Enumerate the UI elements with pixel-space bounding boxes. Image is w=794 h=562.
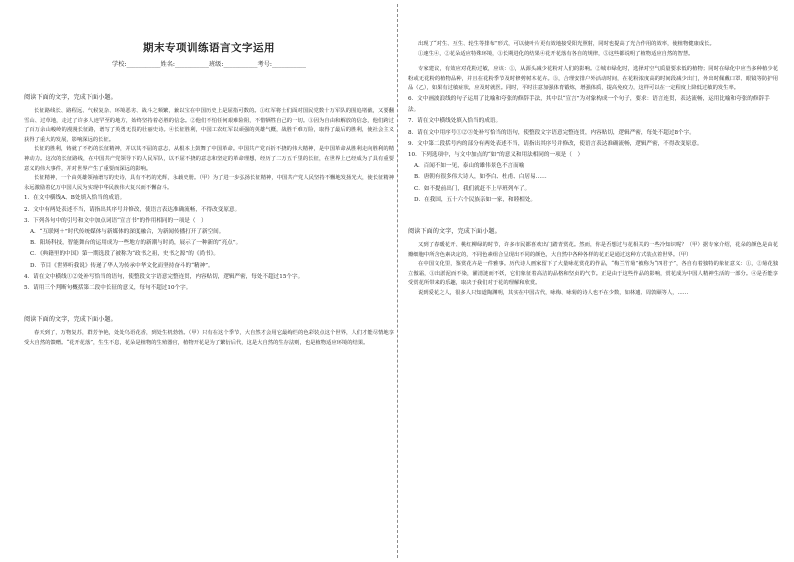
page-title: 期末专项训练语言文字运用 (143, 42, 275, 54)
section3-paragraph: 又到了春暖花开、桃红柳绿的时节，许多市民都喜欢出门踏青赏花。然而，你是否想过与花相关的一些冷知识呢？（甲）据专家介绍，花朵的颜色是由花瓣细胞中所含色素决定的，不同色素组合呈现出不同的颜色，大自然中各种各样的花正是通过这种方式装点着世界。（甲） (408, 242, 778, 258)
question-10-option-d: D．在我国，五十六个民族亲如一家，和睦相处。 (414, 196, 536, 203)
section1-paragraph: 长征精神，一个由英雄领袖谱写的史诗，具有不朽的光辉，永载史册。（甲）为了进一步弘扬长征精神，中国共产党人民坚持不懈地发扬光大，使长征精神永远激励着亿万中国人民为实现中华民族伟大复兴而不懈奋斗。 (24, 175, 394, 191)
section3-head: 阅读下面的文字，完成下面小题。 (408, 228, 501, 235)
question-10-option-c: C．如不提前出门，我们就赶不上早班列车了。 (414, 185, 531, 192)
continued-paragraph: 出现了“对生、互生、轮生等排布”形式，可以使叶片更有效地接受阳光照射，同时也提高了光合作用的效率，使植物健康成长。 (418, 41, 715, 47)
paragraph-2: 专家建议，有效应对花粉过敏，应该：①，从源头减少花粉对人们的影响。②城市绿化时，选择对空气质量要求低的植物；同时在绿化中应当多种植少花粉或无花粉的植物品种，并且在花粉季节及时修剪树木花卉。③，合理安排户外活动时间，在花粉浓度高的时间段减少出门，外出时佩戴口罩、眼镜等防护用品（乙），如果有过敏症状，应及时就医。同时，平时注意加强体育锻炼，增强体质，提高免疫力，这样可以在一定程度上降低过敏的发生率。 (408, 66, 778, 92)
section1-paragraph: 长征路线长、路程远、气候复杂、环境恶劣、战斗之频繁，兼以宝在中国历史上是屈指可数的。①红军将士们面对国民党数十万军队的围追堵截，又要翻雪山、过草地，走过了许多人迹罕至的地方，始终坚持着必胜的信念。②他们不怕任何艰难险阻，不惜牺牲自己的一切。③因为自由和解放的信念，他们跨过了百万余山峻岭的漫漫长征路，谱写了英勇无畏的壮丽史诗。④长征胜利，中国工农红军以顽强的英雄气概，战胜千难万险，取得了最后的胜利，使社会主义获得了重大的发展，影响深远的长征。 (24, 108, 394, 143)
section1-paragraph: 长征的胜利，铸就了不朽的长征精神，并以其不屈的意志，从根本上鼓舞了中国革命。中国共产党百折不挠的伟大精神，是中国革命从胜利走向胜利的精神动力。这次的长征路线，在中国共产党领导下的人民军队，以不屈不挠的意志和坚定的革命理想，经历了二万五千里的长征，在世界上已经成为了具有重要意义的伟大事件，并对世界产生了重要而深远的影响。 (24, 146, 394, 172)
section1-head: 阅读下面的文字，完成下面小题。 (24, 94, 117, 101)
section3-paragraph: 在中国文化里，鉴赏花卉是一件雅事。历代诗人画家留下了大量咏花赏花的作品，“梅兰竹菊”被称为“四君子”，各自有着独特的象征意义：①，②菊花独立傲霜，③出淤泥而不染，濯清涟而不妖，它们象征着高洁的品格和坚贞的气节。正是由于这些作品的影响，赏花成为中国人精神生活的一部分。④是否能享受赏花所带来的乐趣，取决于我们对于花的理解和欣赏。 (408, 261, 778, 287)
question-3-option-a: A．“互联网＋”时代传统媒体与新媒体的深度融合，为新闻传播打开了新空间。 (30, 228, 225, 235)
question-3-option-c: C．《典籍里的中国》第一期选段了被称为“政书之祖，史书之源”的《尚书》。 (30, 251, 219, 258)
section2-head: 阅读下面的文字，完成下面小题。 (24, 316, 117, 324)
options-line: ①速生④，②花朵适应特殊环境，③长期进化的结果④花开花落有各自的规律，⑤这些都说明了植物适应自然的智慧。 (418, 50, 694, 57)
student-info-line: 学校:___________姓名:___________班级:___________考号:___________ (112, 61, 306, 68)
question-3: 3．下列各句中的引号和文中加点词语“宣言书”的作用相同的一项是（ ） (24, 217, 207, 224)
question-3-option-b: B．阳场科技，智能舞台的运用成为一些地方的新潮与时尚，展示了一种新的“亮点”。 (30, 240, 242, 247)
question-10-option-a: A．百闻不如一见，泰山的雄伟景色不言而喻 (414, 163, 525, 170)
section3-paragraph: 说到爱花之人，很多人只知道陶渊明，其实在中国古代，咏梅、咏菊的诗人也不在少数，如林逋、周敦颐等人，…… (418, 289, 689, 296)
question-2: 2．文中有两处表述不当，请指出其序号并修改，使语言表达准确流畅，不得改变原意。 (24, 206, 241, 213)
question-5: 5．请用三个判断句概括第二段中长征的意义，每句不超过10个字。 (24, 284, 192, 291)
question-8: 8．请在文中用序号①②③处补写恰当的语句，使整段文字语意完整连贯，内容贴切，逻辑严密，每处不超过8个字。 (408, 129, 695, 136)
question-6: 6．文中画波浪线的句子运用了比喻和夸张的修辞手法，其中以“宣言”为对象构成一个句子，要求：语言连贯，表达流畅，运用比喻和夸张的修辞手法。 (408, 95, 770, 114)
question-10-option-b: B．唐朝有很多伟大诗人，如李白、杜甫、白居易…… (414, 174, 547, 181)
question-7: 7．请在文中横线处填入恰当的成语。 (408, 118, 502, 125)
right-column (408, 0, 778, 299)
question-9: 9．文中第二段括号内的部分有两处表述不当，请指出其序号并修改，使语言表达准确流畅，逻辑严密，不得改变原意。 (408, 140, 703, 147)
question-1: 1．在文中横线A、B处填入恰当的成语。 (24, 195, 126, 202)
question-10: 10．下列选项中，与文中加点的“如”的意义和用法相同的一项是（ ） (408, 151, 584, 158)
question-4: 4．请在文中横线①②处补写恰当的语句，使整段文字语意完整连贯，内容贴切，逻辑严密，每处不超过15个字。 (24, 273, 304, 280)
column-divider (397, 4, 398, 558)
question-3-option-d: D．节目《世界听我说》传递了华人为传承中华文化而坚持奋斗的“精神”。 (30, 262, 214, 269)
left-column (24, 0, 394, 348)
section2-paragraph: 春天到了，万物复苏，群芳争艳，处处鸟语花香，到处生机勃勃。（甲）只有在这个季节，大自然才会用它最绚烂的色彩装点这个世界，人们才能尽情地享受大自然的馈赠。“花开花落”，生生不息，花朵是植物的生殖器官，植物开花是为了繁衍后代，这是大自然的生存法则，也是植物适应环境的结果。 (24, 330, 394, 346)
